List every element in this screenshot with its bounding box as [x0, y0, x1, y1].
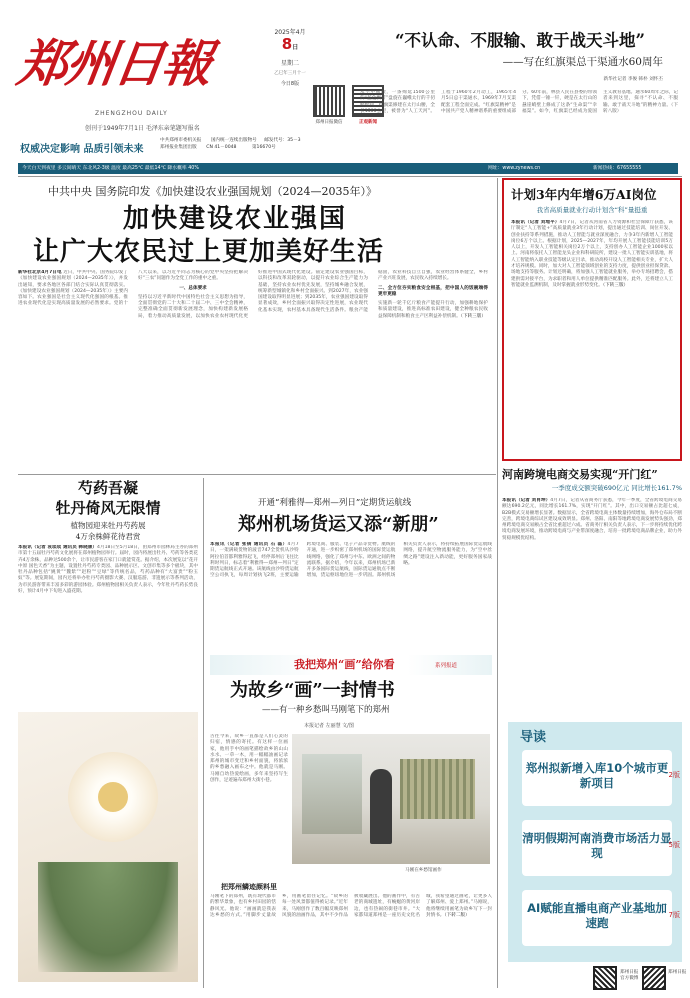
guide-item-1[interactable]: 郑州拟新增入库10个城市更新项目 2版 — [522, 750, 672, 806]
top-story-subtitle: ——写在红旗渠总干渠通水60周年 — [502, 56, 663, 68]
slogan: 权威决定影响 品质引领未来 — [20, 144, 144, 155]
weather-bar: 今天白天到夜里 多云间晴天 东北风2-3级 温度 最高25℃ 最低14℃ 降水概率 40% 网址：www.zynews.cn 新闻热线：67655555 — [18, 163, 678, 174]
airport-story[interactable]: 开通“利雅得—郑州—列日”定期货运航线 郑州机场货运又添“新朋” 本报讯（记者 张倩 通讯员 石 磊）4月7日，一架满载货物的波音747全货机从沙特阿拉伯首都利雅得起飞，经停郑州后飞往比利时列日，标志着“利雅得—郑州—列日”定期货运航线正式开通。该航线由沙特货运航空公司执飞，每周计划执飞2班，主要运输跨境电商、服装、电子产品等货物。航线的开通，进一步织密了郑州机场的国际货运航线网络，强化了郑州与中东、欧洲之间的物流联系。据介绍，今年以来，郑州机场已新开多条国际货运航线，国际货运通航点不断增加，货运枢纽地位进一步巩固。郑州机场相关负责人表示，将持续拓展国际货运航线网络，提升航空物流服务能力，为“空中丝绸之路”建设注入新动能，更好服务国家战略。 — [210, 498, 492, 579]
top-story[interactable]: “不认命、不服输、敢于战天斗地” ——写在红旗渠总干渠通水60周年 新华社记者 李俊 韩朴 刘怀丕 从空中俯瞰，一条绵延1500公里的“蓝色飘带”盘旋在巍峨太行的千仞峭壁间。红旗渠修建在太行山腰，全长1500公里，被誉为“人工天河”。工程于1960年2月动工，1965年4月5日总干渠通水，1969年7月支渠配套工程全面完成。“红旗渠精神”是中国共产党人精神谱系的重要组成部分。60年前，林县人民在县委的带领下，凭借一锤一钎，硬是在太行山的悬崖峭壁上修成了这条“生命渠”“幸福渠”。如今，红旗渠已经成为爱国主义教育基地。通水60周年之际，记者来到这里，探寻“不认命、不服输、敢于战天斗地”的精神力量。（下转八版） — [395, 28, 678, 158]
trade-title[interactable]: 河南跨境电商交易实现“开门红” — [502, 468, 658, 481]
feature-title[interactable]: 为故乡“画”一封情书 — [230, 680, 395, 701]
jobs-title[interactable]: 计划3年内年增6万AI岗位 — [511, 187, 657, 202]
guide-panel — [508, 722, 682, 962]
founded-line: 创刊于1949年7月1日 毛泽东亲笔题写报名 — [85, 125, 200, 132]
divider — [18, 474, 496, 475]
logo-english: ZHENGZHOU DAILY — [95, 110, 168, 117]
guide-item-3[interactable]: AI赋能直播电商产业基地加速跑 7版 — [522, 890, 672, 946]
footer-social: 郑州日报 官方微博 郑州日报 — [508, 964, 682, 994]
divider — [203, 478, 204, 988]
feature-banner: 我把郑州“画”给你看 系列报道 — [210, 655, 492, 675]
qr-wechat[interactable] — [313, 85, 345, 117]
date-block: 2025年4月 8日 星期二 乙巳年三月十一 今日8版 — [274, 29, 306, 87]
peony-title-2[interactable]: 牡丹倚风无限情 — [55, 499, 161, 517]
lead-title-1[interactable]: 加快建设农业强国 — [123, 204, 348, 234]
trade-story[interactable]: 河南跨境电商交易实现“开门红” 一季度成交额突破690亿元 同比增长161.7% 本报讯（记者 刘肖坤）4月7日，记者从省商务厅获悉，今年一季度，全省跨境电商交易额达690.2亿元，同比增长161.7%，实现“开门红”。其中，出口交易额占比超七成，B2B模式交易额增长显著。数据显示，全省跨境电商主体数量持续增加，海外仓布局不断完善，跨境电商综试区建设成效明显。郑州、洛阳、南阳等地跨境电商发展势头强劲，郑州跨境电商交易额占全省比重超过六成。省商务厅相关负责人表示，下一步将持续优化跨境电商发展环境，推动跨境电商与产业带深度融合，培育一批跨境电商品牌企业，助力外贸稳规模优结构。 — [502, 468, 682, 541]
wechat-qr[interactable] — [642, 966, 666, 990]
peony-title-1[interactable]: 芍药吾凝 — [77, 479, 138, 497]
jobs-subtitle: 我省高质量就业行动计划含“科”量挺重 — [536, 206, 648, 214]
top-story-title[interactable]: “不认命、不服输、敢于战天斗地” — [395, 31, 645, 50]
feature-story[interactable]: 为故乡“画”一封情书 ——有一种乡愁叫马刚笔下的郑州 本报记者 左丽慧 文/图 古往今来，故乡一直都是人们心灵的归宿，情感的寄托。有这样一位画家，他用手中的画笔描绘故乡的山山水水、一草一木，用一幅幅油画记录郑州的城市变迁和乡村面貌，将浓浓的乡愁融入画布之中。他就是马刚。马刚自幼热爱绘画，多年来坚持写生创作，足迹遍布郑州大街小巷。 马刚在乡愁馆画作 把郑州鳞迹颜料里 马刚笔下的郑州，既有现代都市的繁华景象，也有乡村田园的恬静风光。他说：“画画就是我表达乡愁的方式。”用脚步丈量故乡，用画笔留住记忆。“故乡的每一处风景都值得被记录。”近年来，马刚创作了数百幅反映郑州风貌的油画作品，其中不少作品被收藏展出。他的画作中，有古老的商城遗址，有蜿蜒的黄河岸边，也有热闹的街巷市井。“大家都知道郑州是一座历史文化名城，我希望通过画笔，让更多人了解郑州、爱上郑州。”马刚说，他将继续用画笔为故乡写下一封封情书。（下转二版） — [210, 680, 492, 918]
guide-item-2[interactable]: 清明假期河南消费市场活力显现 5版 — [522, 820, 672, 876]
day-number: 8 — [281, 35, 293, 53]
divider — [497, 178, 498, 988]
peony-story[interactable]: 芍药吾凝 牡丹倚风无限情 植物园迎来牡丹芍药展 4万余株鲜花待君赏 本报讯（记者 袁琰琰 通讯员 韩晓康）4月18日至5月18日，由郑州市园林局主办的郑州市第十五届牡丹芍药文化展将在郑州植物园举行。届时，园内将展出牡丹、芍药等各类花卉4万余株，品种达500余个，让市民游客在家门口就能赏花。据介绍，本次展览以“花开中原 国色天香”为主题，设置牡丹芍药专类园、品种展示区、文创市集等多个板块，其中牡丹品种包括“姚黄”“魏紫”“赵粉”“豆绿”等传统名品，芍药品种有“大富贵”“粉玉奴”等。展览期间，园内还将举办牡丹芍药摄影大赛、汉服巡游、非遗展示等系列活动，为市民游客带来丰富多彩的游园体验。郑州植物园相关负责人表示，今年牡丹芍药长势良好，预计4月中下旬进入盛花期。 — [18, 479, 198, 595]
lead-story[interactable]: 中共中央 国务院印发《加快建设农业强国规划（2024—2035年）》 加快建设农业强国 让广大农民过上更加美好生活 新华社北京4月7日电 近日，中共中央、国务院印发了《加快建设农业强国规划（2024—2035年）》，并发出通知，要求各地区各部门结合实际认真贯彻落实。《加快建设农业强国规划（2024—2035年）》主要内容如下。农业强国是社会主义现代化强国的根基。推进农业现代化是实现高质量发展的必然要求。党的十八大以来，以习近平同志为核心的党中央坚持把解决好“三农”问题作为全党工作的重中之重。 一、总体要求 坚持以习近平新时代中国特色社会主义思想为指导，全面贯彻党的二十大和二十届二中、三中全会精神，完整准确全面贯彻新发展理念，加快构建新发展格局，着力推动高质量发展，以加快农业农村现代化更好推进中国式现代化建设。锚定建设农业强国目标，以科技和改革双轮驱动，以提升农业综合生产能力为基础，坚持农业农村优先发展，坚持城乡融合发展，统筹新型城镇化和乡村全面振兴。到2027年，农业强国建设取得明显进展；到2035年，农业强国建设取得显著成效，乡村全面振兴取得决定性进展，农业现代化基本实现，农村基本具备现代生活条件。粮食产能稳固，农业科技自立自强，农业经营体系健全，乡村产业兴旺发展，农民收入持续增长。 二、全方位夯实粮食安全根基，把中国人的饭碗端得更牢更稳 实施新一轮千亿斤粮食产能提升行动，加强耕地保护和质量建设，推进高标准农田建设，健全种粮农民收益保障机制和粮食主产区利益补偿机制。（下转三版） — [18, 185, 488, 319]
weibo-qr[interactable] — [593, 966, 617, 990]
airport-kicker: 开通“利雅得—郑州—列日”定期货运航线 — [258, 498, 412, 508]
divider — [18, 176, 682, 177]
lead-title-2[interactable]: 让广大农民过上更加美好生活 — [33, 237, 385, 267]
airport-title[interactable]: 郑州机场货运又添“新朋” — [238, 514, 439, 535]
jobs-box[interactable]: 计划3年内年增6万AI岗位 我省高质量就业行动计划含“科”量挺重 本报讯（记者 刘地平）4月7日，记者从河南省人力资源和社会保障厅获悉，该厅制定“人工智能+”高质量就业3年行动计划，提出通过技能培训、岗位开发、创业扶持等系列措施，推动人工智能与就业深度融合，力争3年内新增人工智能岗位6万个以上。根据计划，2025—2027年，年均开展人工智能技能培训5万人以上，开发人工智能相关岗位2万个以上，支持创办人工智能企业1000家以上。河南将依托人工智能龙头企业和科研院所，建设一批人工智能实训基地，将人工智能纳入职业技能等级认定目录，推动高校开设人工智能相关专业，扩大人才培养规模。同时，加大对人工智能领域创业的支持力度，提供创业担保贷款、场地支持等服务。计划还明确，将加强人工智能就业服务，举办专场招聘会，搭建供需对接平台，为求职者和用人单位提供精准匹配服务。此外，还将建立人工智能就业监测机制，及时掌握就业形势变化。（下转三版） — [502, 178, 682, 461]
lead-kicker: 中共中央 国务院印发《加快建设农业强国规划（2024—2035年）》 — [48, 185, 377, 198]
peony-photo — [18, 712, 198, 982]
painting-photo — [292, 734, 490, 864]
trade-subtitle: 一季度成交额突破690亿元 同比增长161.7% — [551, 484, 682, 492]
guide-title: 导读 — [520, 730, 547, 745]
newspaper-logo: 郑州日報 — [13, 34, 215, 93]
masthead: 郑州日報 ZHENGZHOU DAILY 创刊于1949年7月1日 毛泽东亲笔题写报名 2025年4月 8日 星期二 乙巳年三月十一 今日8版 郑州日报微信 正观新闻 权威决定影响 品质引领未来 中共郑州市委机关报 国内统一连续出版物号 邮发代号：35－3 郑州报业集团出版 CN 41－0048 第16670号 今天白天到夜里 多云间晴天 东北风2-3级 温度 最高25℃ 最低14℃ 降水概率 40% 网址：www.zynews.cn 新闻热线：67655555 — [0, 0, 690, 175]
